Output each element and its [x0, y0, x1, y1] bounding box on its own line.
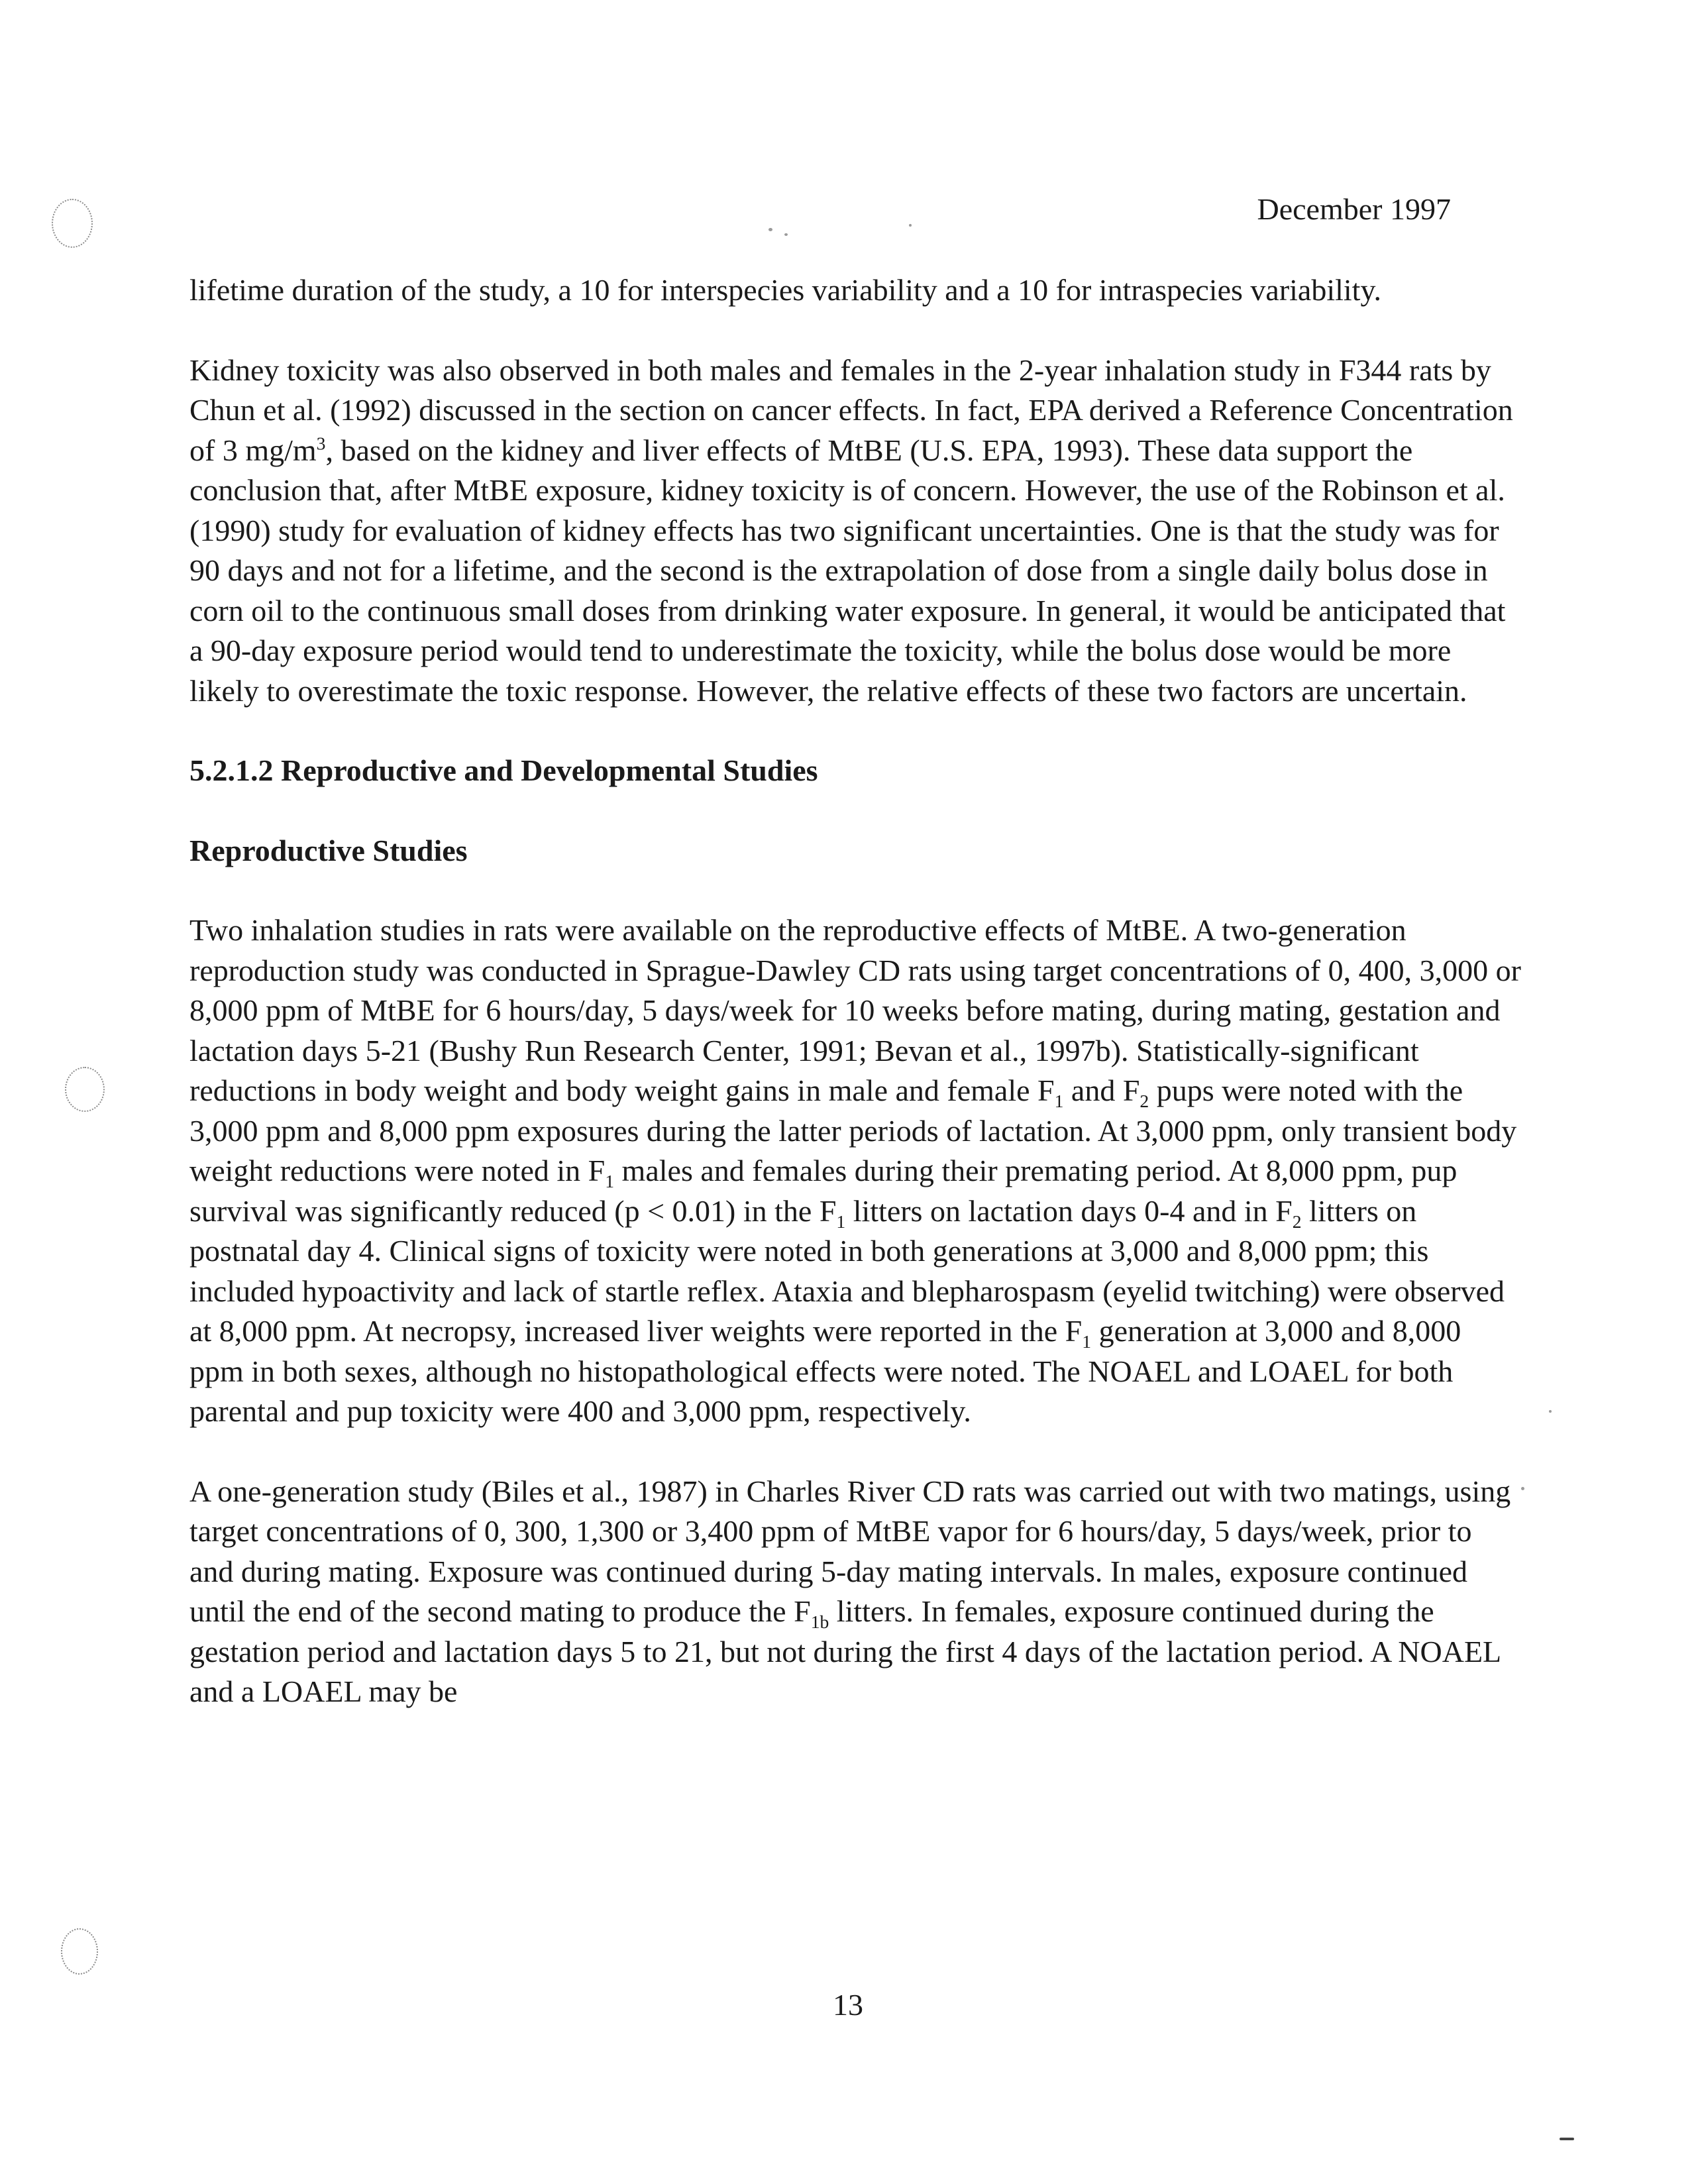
page-number: 13: [833, 1988, 863, 2022]
paragraph-kidney-toxicity: [189, 351, 1521, 712]
subscript: 2: [1140, 1091, 1149, 1112]
text-run: litters. In females, exposure continued during the gestation period and lactation days 5 to 21, but not during the first 4 days of the lactation period. A NOAEL and a LOAEL may be: [189, 1594, 1501, 1708]
subscript: 1: [1054, 1091, 1064, 1112]
text-run: Kidney toxicity was also observed in both males and females in the 2-year inhalation study in F344 rats by Chun et al. (1992) discussed in the section on cancer effects. In fact, EPA derived a Reference Concentration of 3 mg/m: [189, 353, 1513, 467]
superscript: 3: [316, 433, 326, 454]
subscript: 1: [836, 1211, 846, 1232]
subscript: 1: [1082, 1331, 1092, 1352]
document-body: [189, 270, 1521, 1712]
text-run: , based on the kidney and liver effects of MtBE (U.S. EPA, 1993). These data support the conclusion that, after MtBE exposure, kidney toxicity is of concern. However, the use of the Robinson et al. (1990) study for evaluation of kidney effects has two significant uncertainties. One is that the study was for 90 days and not for a lifetime, and the second is the extrapolation of dose from a single daily bolus dose in corn oil to the continuous small doses from drinking water exposure. In general, it would be anticipated that a 90-day exposure period would tend to underestimate the toxicity, while the bolus dose would be more likely to overestimate the toxic response. However, the relative effects of these two factors are uncertain.: [189, 433, 1506, 708]
text-run: and F: [1063, 1073, 1140, 1107]
text-run: males and females during their premating period. At 8,000 ppm, pup survival was significantly reduced (p < 0.01) in the F: [189, 1154, 1458, 1228]
scan-speck: [1560, 2138, 1574, 2140]
punch-hole-mark-middle: [65, 1067, 105, 1112]
subscript: 2: [1292, 1211, 1302, 1232]
text-run: Two inhalation studies in rats were available on the reproductive effects of MtBE. A two-generation reproduction study was conducted in Sprague-Dawley CD rats using target concentrations of 0, 400, 3,000 or 8,000 ppm of MtBE for 6 hours/day, 5 days/week for 10 weeks before mating, during mating, gestation and lactation days 5-21 (Bushy Run Research Center, 1991; Bevan et al., 1997b). Statistically-significant reductions in body weight and body weight gains in male and female F: [189, 913, 1521, 1107]
paragraph-uncertainty-factors: lifetime duration of the study, a 10 for interspecies variability and a 10 for intraspecies variability.: [189, 273, 1381, 307]
scan-speck: [1521, 1487, 1524, 1490]
scan-speck: [909, 224, 912, 227]
document-date: December 1997: [1257, 192, 1451, 226]
subscript: 1: [605, 1171, 615, 1192]
text-run: generation at 3,000 and 8,000 ppm in both sexes, although no histopathological effects were noted. The NOAEL and LOAEL for both parental and pup toxicity were 400 and 3,000 ppm, respectively.: [189, 1314, 1461, 1428]
subsection-heading: Reproductive Studies: [189, 833, 468, 867]
punch-hole-mark-top: [52, 199, 93, 248]
text-run: pups were noted with the 3,000 ppm and 8,000 ppm exposures during the latter periods of lactation. At 3,000 ppm, only transient body weight reductions were noted in F: [189, 1073, 1517, 1187]
subscript: 1b: [810, 1611, 829, 1633]
section-heading: 5.2.1.2 Reproductive and Developmental Studies: [189, 753, 818, 787]
punch-hole-mark-bottom: [61, 1928, 98, 1975]
scan-speck: [768, 228, 772, 231]
text-run: A one-generation study (Biles et al., 1987) in Charles River CD rats was carried out with two matings, using target concentrations of 0, 300, 1,300 or 3,400 ppm of MtBE vapor for 6 hours/day, 5 days/week, prior to and during mating. Exposure was continued during 5-day mating intervals. In males, exposure continued until the end of the second mating to produce the F: [189, 1474, 1511, 1628]
paragraph-two-generation-study: [189, 910, 1521, 1432]
paragraph-one-generation-study: [189, 1472, 1521, 1712]
scan-speck: [1549, 1410, 1552, 1413]
text-run: litters on postnatal day 4. Clinical signs of toxicity were noted in both generations at 3,000 and 8,000 ppm; this included hypoactivity and lack of startle reflex. Ataxia and blepharospasm (eyelid twitching) were observed at 8,000 ppm. At necropsy, increased liver weights were reported in the F: [189, 1193, 1505, 1348]
text-run: litters on lactation days 0-4 and in F: [845, 1193, 1293, 1228]
scan-speck: [784, 233, 788, 236]
